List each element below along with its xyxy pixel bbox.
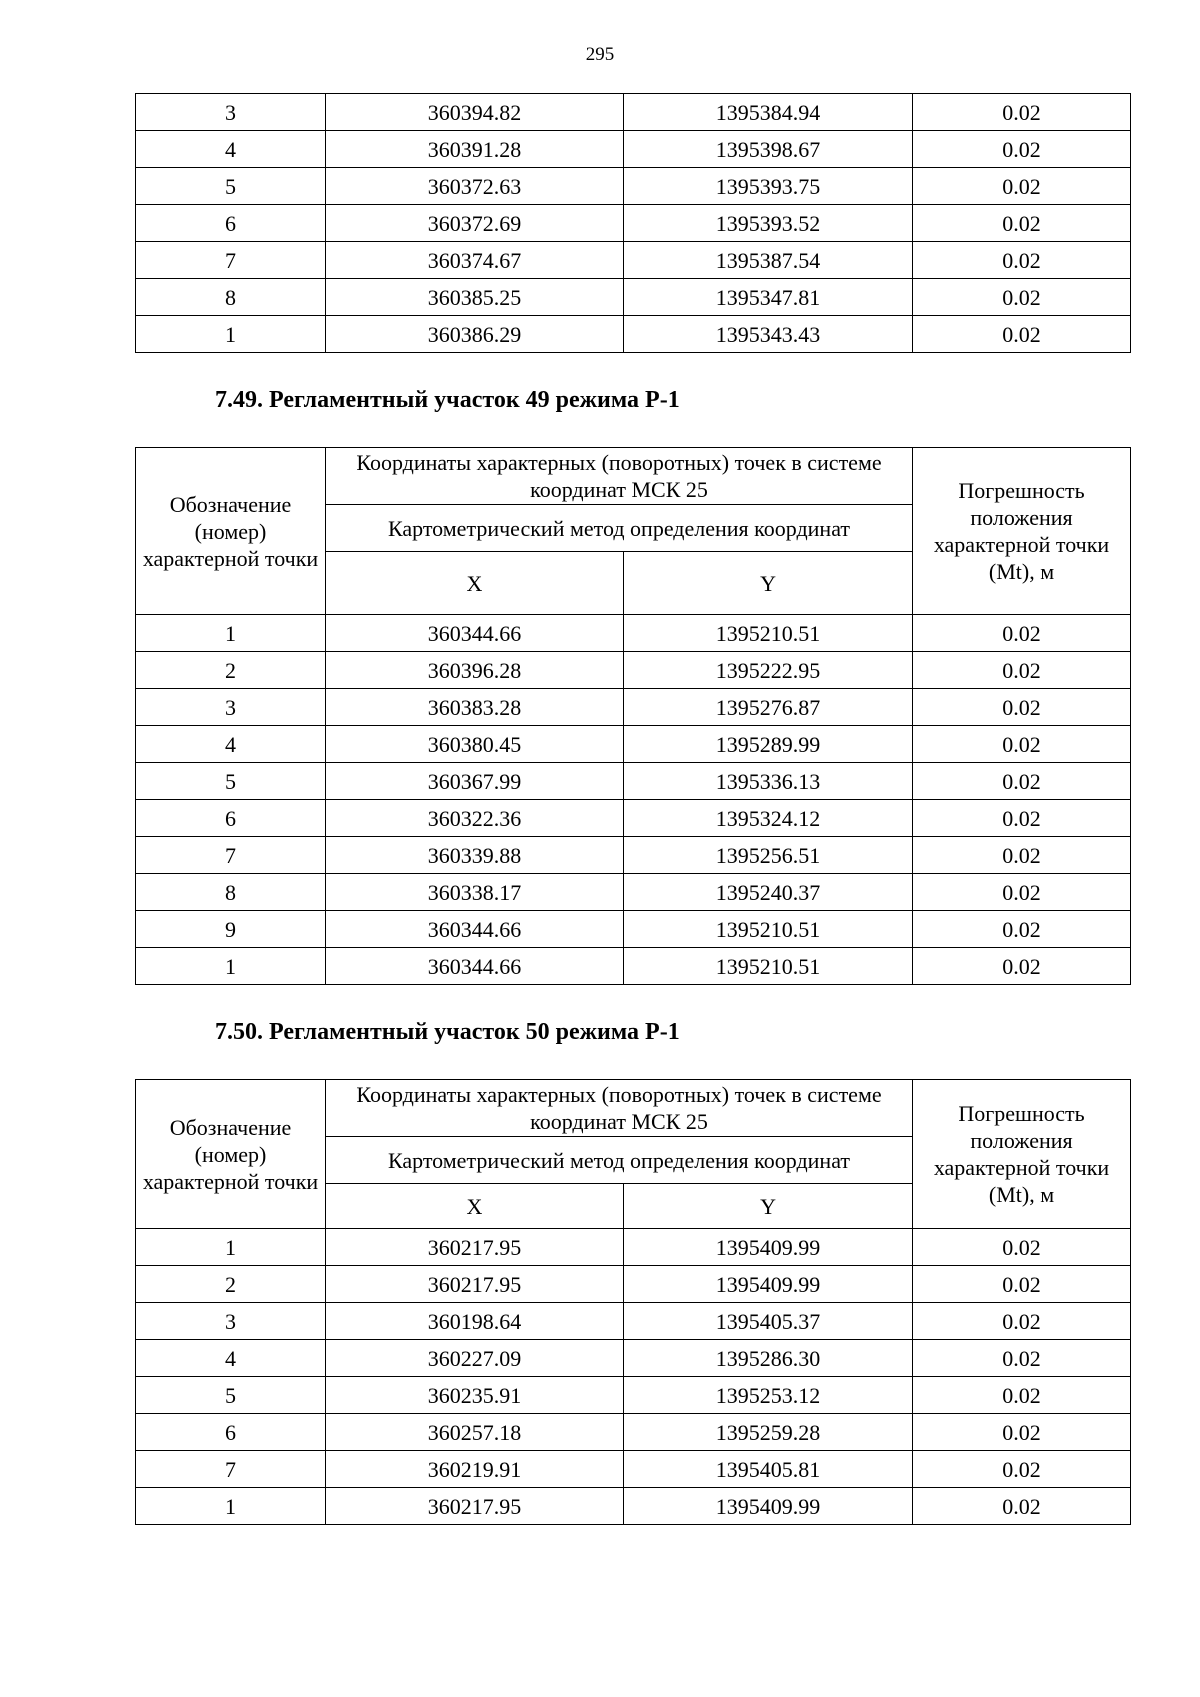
cell-point-number: 4: [136, 1340, 326, 1377]
table-row: [136, 205, 1131, 242]
cell-error: 0.02: [913, 1229, 1131, 1266]
cell-point-number: 1: [136, 1229, 326, 1266]
cell-x: 360367.99: [326, 763, 624, 800]
header-coords-label: Координаты характерных (поворотных) точек в системе координат МСК 25: [326, 1080, 913, 1137]
table-body: [136, 1229, 1131, 1525]
cell-y: 1395276.87: [624, 689, 913, 726]
cell-error: 0.02: [913, 726, 1131, 763]
cell-y: 1395405.81: [624, 1451, 913, 1488]
table-row: [136, 279, 1131, 316]
cell-y: 1395405.37: [624, 1303, 913, 1340]
cell-error: 0.02: [913, 1303, 1131, 1340]
table-row: [136, 615, 1131, 652]
cell-y: 1395289.99: [624, 726, 913, 763]
header-method-label: Картометрический метод определения координат: [326, 1137, 913, 1184]
cell-y: 1395324.12: [624, 800, 913, 837]
cell-y: 1395409.99: [624, 1488, 913, 1525]
cell-y: 1395409.99: [624, 1266, 913, 1303]
cell-y: 1395387.54: [624, 242, 913, 279]
header-error-label: Погрешность положения характерной точки (Mt), м: [913, 448, 1131, 615]
cell-point-number: 7: [136, 242, 326, 279]
header-method-label: Картометрический метод определения координат: [326, 505, 913, 552]
header-error-label: Погрешность положения характерной точки (Mt), м: [913, 1080, 1131, 1229]
cell-x: 360322.36: [326, 800, 624, 837]
cell-y: 1395384.94: [624, 94, 913, 131]
cell-x: 360380.45: [326, 726, 624, 763]
cell-point-number: 3: [136, 689, 326, 726]
table-row: [136, 168, 1131, 205]
cell-x: 360344.66: [326, 948, 624, 985]
cell-error: 0.02: [913, 279, 1131, 316]
cell-error: 0.02: [913, 874, 1131, 911]
header-y-label: Y: [624, 552, 913, 615]
cell-x: 360394.82: [326, 94, 624, 131]
cell-y: 1395253.12: [624, 1377, 913, 1414]
cell-x: 360344.66: [326, 615, 624, 652]
cell-y: 1395347.81: [624, 279, 913, 316]
cell-y: 1395409.99: [624, 1229, 913, 1266]
cell-y: 1395393.75: [624, 168, 913, 205]
table-row: [136, 874, 1131, 911]
cell-point-number: 2: [136, 1266, 326, 1303]
cell-error: 0.02: [913, 1414, 1131, 1451]
section-title-49: 7.49. Регламентный участок 49 режима Р-1: [215, 387, 680, 413]
cell-point-number: 2: [136, 652, 326, 689]
cell-x: 360372.69: [326, 205, 624, 242]
page-number: 295: [585, 44, 615, 65]
coordinates-table-continued: [135, 93, 1131, 353]
cell-x: 360374.67: [326, 242, 624, 279]
header-point-label: Обозначение (номер) характерной точки: [136, 1080, 326, 1229]
coordinates-table-50: [135, 1079, 1131, 1525]
cell-y: 1395343.43: [624, 316, 913, 353]
cell-point-number: 1: [136, 316, 326, 353]
cell-point-number: 5: [136, 763, 326, 800]
cell-error: 0.02: [913, 168, 1131, 205]
section-title-50: 7.50. Регламентный участок 50 режима Р-1: [215, 1019, 680, 1045]
cell-y: 1395222.95: [624, 652, 913, 689]
header-x-label: X: [326, 552, 624, 615]
cell-point-number: 5: [136, 1377, 326, 1414]
cell-point-number: 6: [136, 205, 326, 242]
cell-y: 1395210.51: [624, 948, 913, 985]
cell-point-number: 1: [136, 615, 326, 652]
table-row: [136, 1229, 1131, 1266]
cell-point-number: 9: [136, 911, 326, 948]
cell-x: 360372.63: [326, 168, 624, 205]
cell-error: 0.02: [913, 1340, 1131, 1377]
table-row: [136, 1451, 1131, 1488]
header-coords-label: Координаты характерных (поворотных) точек в системе координат МСК 25: [326, 448, 913, 505]
cell-error: 0.02: [913, 652, 1131, 689]
cell-y: 1395259.28: [624, 1414, 913, 1451]
table-row: [136, 242, 1131, 279]
cell-y: 1395336.13: [624, 763, 913, 800]
table-row: [136, 94, 1131, 131]
cell-y: 1395398.67: [624, 131, 913, 168]
table-row: [136, 726, 1131, 763]
table-row: [136, 1340, 1131, 1377]
table-row: [136, 911, 1131, 948]
cell-error: 0.02: [913, 800, 1131, 837]
cell-point-number: 3: [136, 94, 326, 131]
cell-error: 0.02: [913, 837, 1131, 874]
table-body: [136, 94, 1131, 353]
cell-x: 360217.95: [326, 1266, 624, 1303]
cell-x: 360391.28: [326, 131, 624, 168]
cell-x: 360235.91: [326, 1377, 624, 1414]
cell-point-number: 8: [136, 874, 326, 911]
cell-y: 1395210.51: [624, 911, 913, 948]
table-row: [136, 1303, 1131, 1340]
table-row: [136, 1414, 1131, 1451]
cell-error: 0.02: [913, 763, 1131, 800]
table-row: [136, 1377, 1131, 1414]
cell-error: 0.02: [913, 1451, 1131, 1488]
cell-x: 360198.64: [326, 1303, 624, 1340]
cell-y: 1395393.52: [624, 205, 913, 242]
table-row: [136, 689, 1131, 726]
cell-x: 360396.28: [326, 652, 624, 689]
cell-error: 0.02: [913, 948, 1131, 985]
cell-x: 360383.28: [326, 689, 624, 726]
cell-error: 0.02: [913, 94, 1131, 131]
cell-x: 360257.18: [326, 1414, 624, 1451]
cell-error: 0.02: [913, 205, 1131, 242]
cell-point-number: 8: [136, 279, 326, 316]
cell-point-number: 6: [136, 800, 326, 837]
cell-error: 0.02: [913, 911, 1131, 948]
table-row: [136, 1266, 1131, 1303]
cell-error: 0.02: [913, 316, 1131, 353]
table-row: [136, 316, 1131, 353]
table-row: [136, 652, 1131, 689]
table-row: [136, 763, 1131, 800]
table-row: [136, 800, 1131, 837]
cell-x: 360219.91: [326, 1451, 624, 1488]
cell-x: 360217.95: [326, 1229, 624, 1266]
cell-point-number: 4: [136, 726, 326, 763]
cell-point-number: 7: [136, 1451, 326, 1488]
cell-point-number: 7: [136, 837, 326, 874]
header-x-label: X: [326, 1184, 624, 1229]
cell-x: 360344.66: [326, 911, 624, 948]
table-row: [136, 131, 1131, 168]
header-y-label: Y: [624, 1184, 913, 1229]
cell-x: 360338.17: [326, 874, 624, 911]
cell-y: 1395256.51: [624, 837, 913, 874]
cell-x: 360385.25: [326, 279, 624, 316]
cell-y: 1395210.51: [624, 615, 913, 652]
cell-error: 0.02: [913, 242, 1131, 279]
cell-error: 0.02: [913, 1377, 1131, 1414]
table-row: [136, 837, 1131, 874]
cell-y: 1395240.37: [624, 874, 913, 911]
cell-point-number: 1: [136, 948, 326, 985]
header-point-label: Обозначение (номер) характерной точки: [136, 448, 326, 615]
table-row: [136, 1488, 1131, 1525]
cell-error: 0.02: [913, 615, 1131, 652]
cell-point-number: 5: [136, 168, 326, 205]
table-row: [136, 948, 1131, 985]
coordinates-table-49: [135, 447, 1131, 985]
cell-x: 360386.29: [326, 316, 624, 353]
cell-point-number: 6: [136, 1414, 326, 1451]
table-body: [136, 615, 1131, 985]
cell-x: 360339.88: [326, 837, 624, 874]
cell-x: 360227.09: [326, 1340, 624, 1377]
cell-point-number: 4: [136, 131, 326, 168]
cell-error: 0.02: [913, 1488, 1131, 1525]
cell-error: 0.02: [913, 1266, 1131, 1303]
cell-error: 0.02: [913, 689, 1131, 726]
cell-x: 360217.95: [326, 1488, 624, 1525]
cell-error: 0.02: [913, 131, 1131, 168]
cell-y: 1395286.30: [624, 1340, 913, 1377]
cell-point-number: 3: [136, 1303, 326, 1340]
cell-point-number: 1: [136, 1488, 326, 1525]
